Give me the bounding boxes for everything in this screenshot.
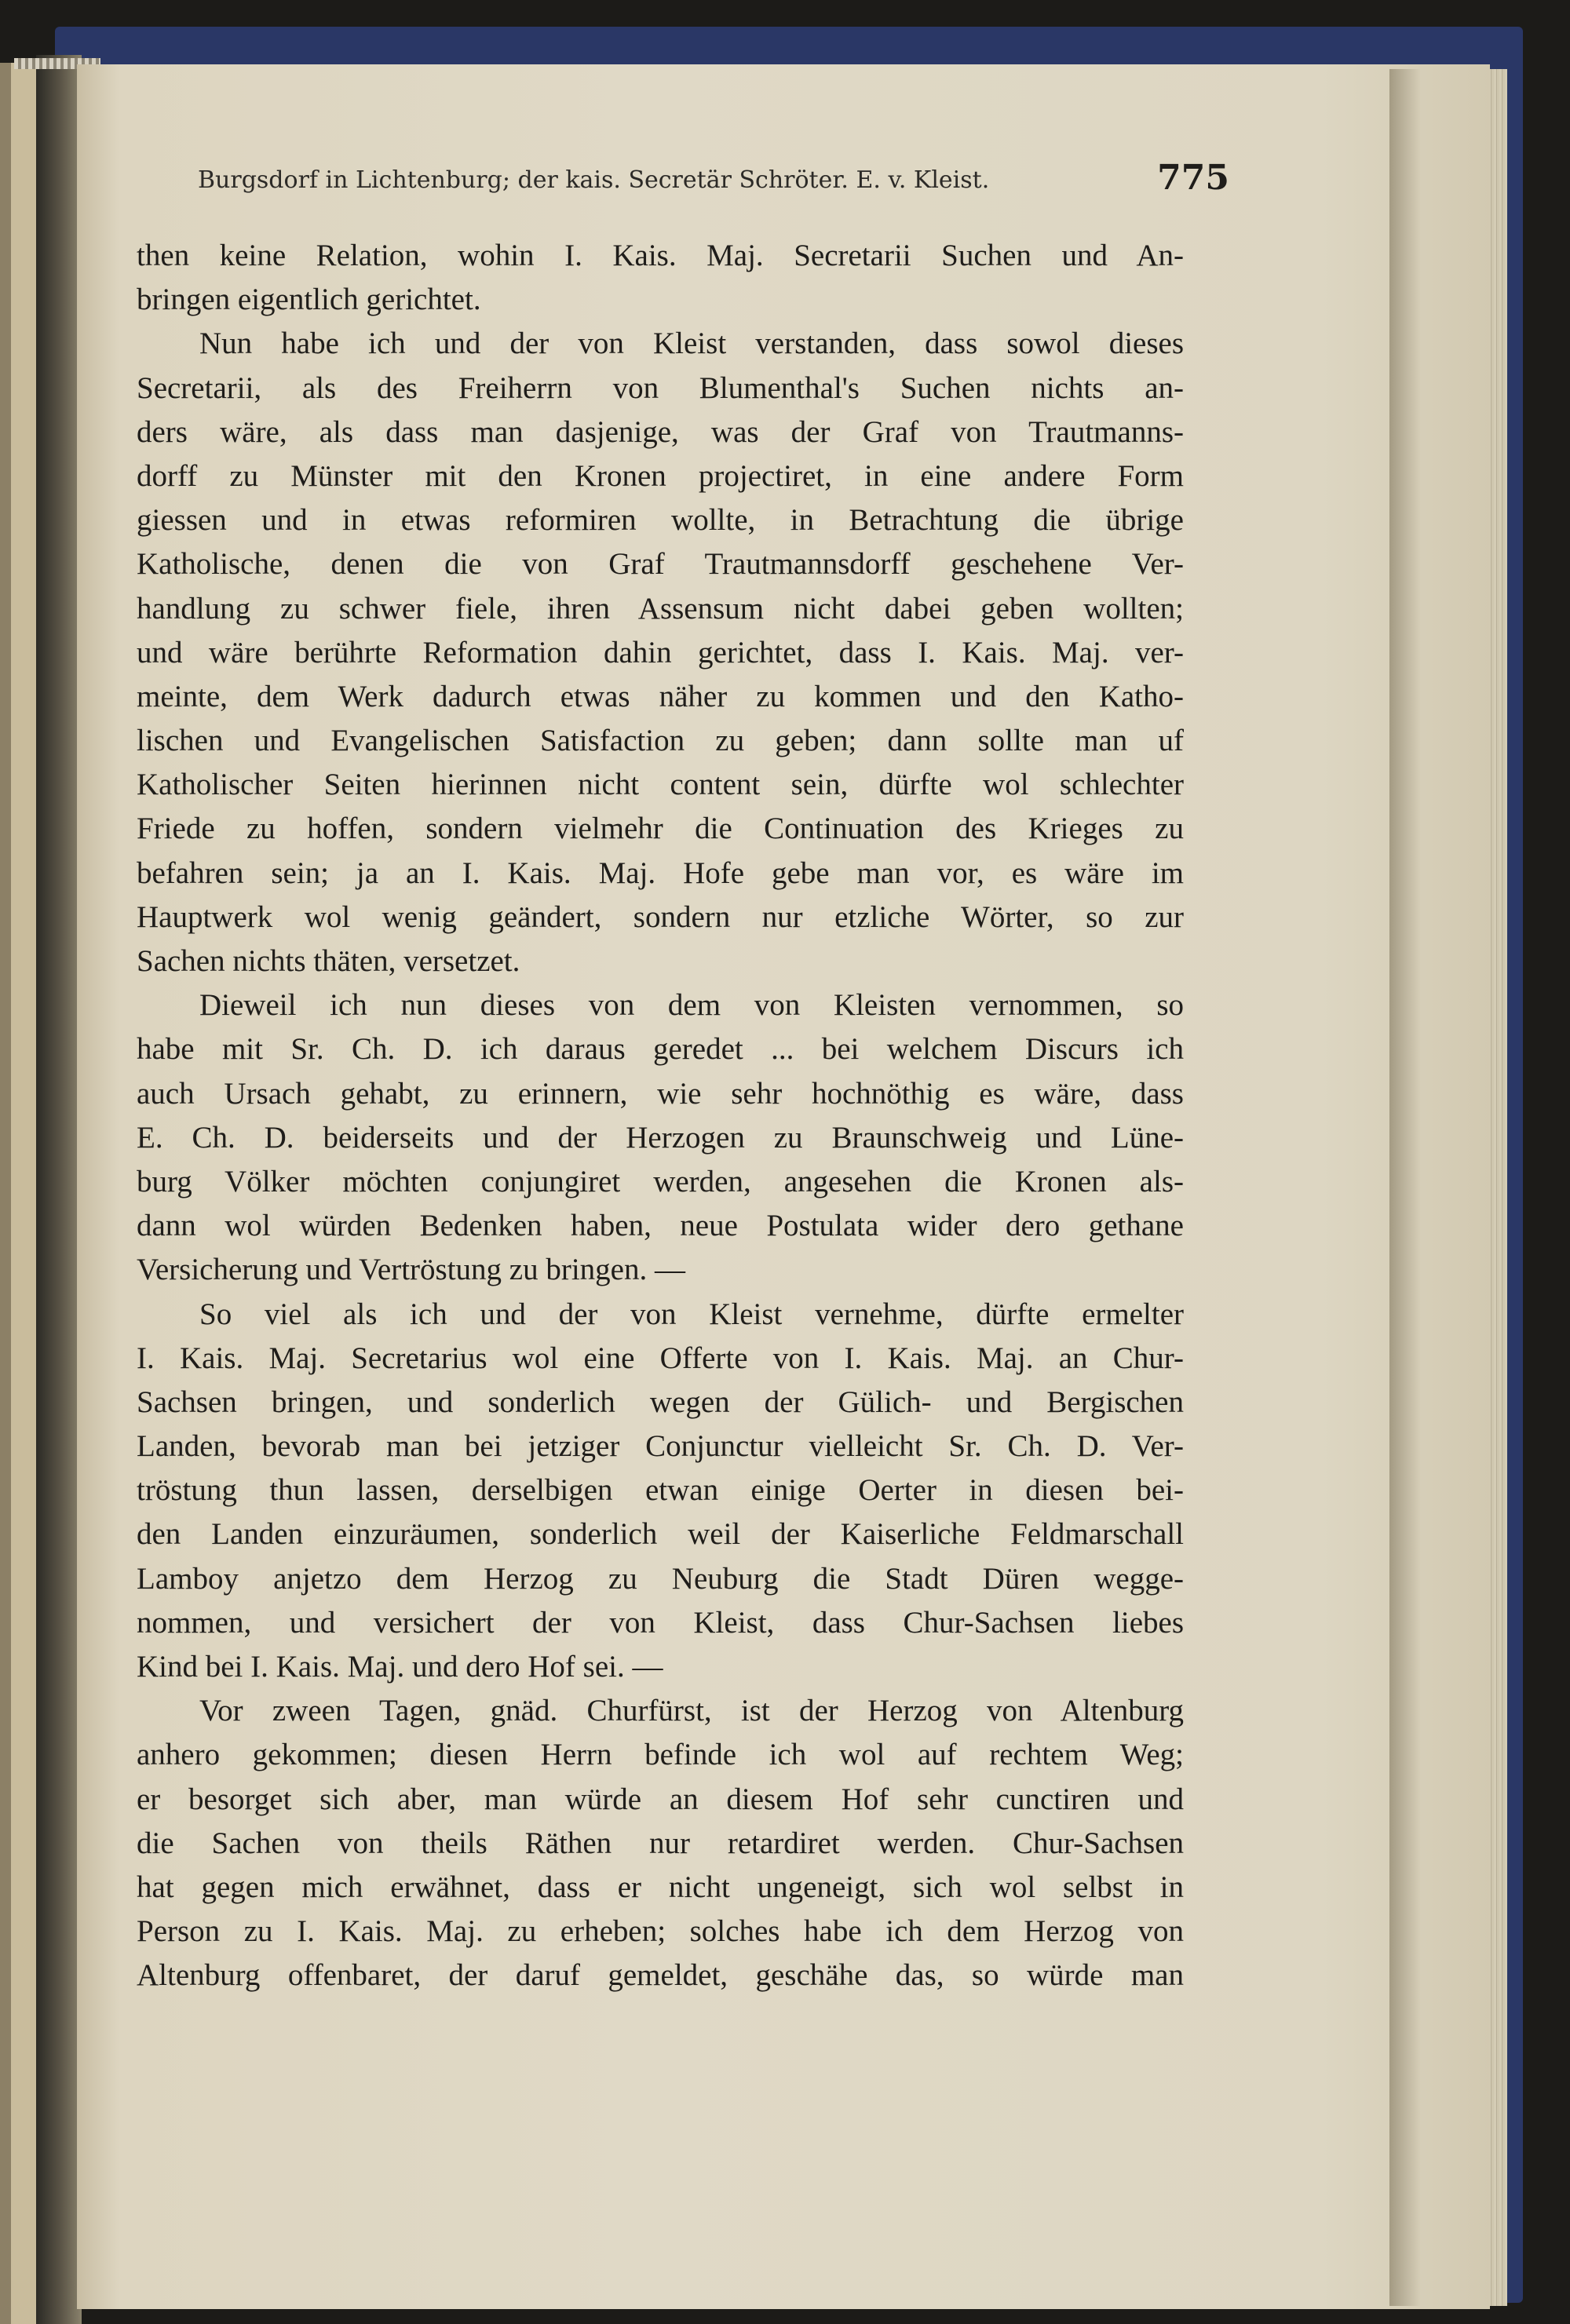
text-line: anhero gekommen; diesen Herrn befinde ich wol auf rechtem Weg; bbox=[137, 1738, 1184, 1772]
text-line: lischen und Evangelischen Satisfaction zu geben; dann sollte man uf bbox=[137, 724, 1184, 758]
text-line: I. Kais. Maj. Secretarius wol eine Offerte von I. Kais. Maj. an Chur- bbox=[137, 1341, 1184, 1375]
text-line: Katholische, denen die von Graf Trautmannsdorff geschehene Ver- bbox=[137, 547, 1184, 582]
text-line: Lamboy anjetzo dem Herzog zu Neuburg die Stadt Düren wegge- bbox=[137, 1561, 1184, 1596]
text-line: Sachen nichts thäten, versetzet. bbox=[137, 944, 520, 978]
text-line: dorff zu Münster mit den Kronen projectiret, in eine andere Form bbox=[137, 458, 1184, 493]
paragraph bbox=[137, 234, 1184, 322]
text-line: Altenburg offenbaret, der daruf gemeldet, geschähe das, so würde man bbox=[137, 1958, 1184, 1993]
text-line: auch Ursach gehabt, zu erinnern, wie sehr hochnöthig es wäre, dass bbox=[137, 1076, 1184, 1111]
page-number: 775 bbox=[1157, 158, 1229, 198]
text-line: Sachsen bringen, und sonderlich wegen der Gülich- und Bergischen bbox=[137, 1385, 1184, 1419]
text-line: er besorget sich aber, man würde an diesem Hof sehr cunctiren und bbox=[137, 1782, 1184, 1816]
text-line: Kind bei I. Kais. Maj. und dero Hof sei. — bbox=[137, 1650, 663, 1684]
text-line: meinte, dem Werk dadurch etwas näher zu kommen und den Katho- bbox=[137, 679, 1184, 713]
text-line: Vor zween Tagen, gnäd. Churfürst, ist der Herzog von Altenburg bbox=[199, 1694, 1184, 1728]
text-line: Friede zu hoffen, sondern vielmehr die Continuation des Krieges zu bbox=[137, 812, 1184, 846]
text-line: then keine Relation, wohin I. Kais. Maj. Secretarii Suchen und An- bbox=[137, 239, 1184, 272]
text-line: giessen und in etwas reformiren wollte, in Betrachtung die übrige bbox=[137, 503, 1184, 538]
text-line: die Sachen von theils Räthen nur retardiret werden. Chur-Sachsen bbox=[137, 1826, 1184, 1860]
text-line: Nun habe ich und der von Kleist verstanden, dass sowol dieses bbox=[199, 327, 1184, 361]
text-line: habe mit Sr. Ch. D. ich daraus geredet ... bei welchem Discurs ich bbox=[137, 1032, 1184, 1067]
text-line: Katholischer Seiten hierinnen nicht content sein, dürfte wol schlechter bbox=[137, 768, 1184, 802]
text-line: und wäre berührte Reformation dahin gerichtet, dass I. Kais. Maj. ver- bbox=[137, 635, 1184, 669]
text-line: Hauptwerk wol wenig geändert, sondern nur etzliche Wörter, so zur bbox=[137, 899, 1184, 934]
body-text bbox=[137, 234, 1184, 1998]
text-line: dann wol würden Bedenken haben, neue Postulata wider dero gethane bbox=[137, 1209, 1184, 1243]
text-line: bringen eigentlich gerichtet. bbox=[137, 283, 481, 317]
text-line: E. Ch. D. beiderseits und der Herzogen zu Braunschweig und Lüne- bbox=[137, 1120, 1184, 1155]
text-line: Secretarii, als des Freiherrn von Blumenthal's Suchen nichts an- bbox=[137, 370, 1184, 405]
text-line: Versicherung und Vertröstung zu bringen. — bbox=[137, 1253, 685, 1287]
text-line: Person zu I. Kais. Maj. zu erheben; solches habe ich dem Herzog von bbox=[137, 1914, 1184, 1949]
text-line: handlung zu schwer fiele, ihren Assensum nicht dabei geben wollten; bbox=[137, 591, 1184, 626]
text-line: den Landen einzuräumen, sonderlich weil der Kaiserliche Feldmarschall bbox=[137, 1517, 1184, 1552]
left-page-shadow bbox=[0, 63, 11, 2324]
text-line: befahren sein; ja an I. Kais. Maj. Hofe gebe man vor, es wäre im bbox=[137, 856, 1184, 890]
paragraph bbox=[137, 1689, 1184, 1997]
text-line: tröstung thun lassen, derselbigen etwan einige Oerter in diesen bei- bbox=[137, 1473, 1184, 1508]
text-line: Dieweil ich nun dieses von dem von Kleisten vernommen, so bbox=[199, 988, 1184, 1023]
text-line: Landen, bevorab man bei jetziger Conjunctur vielleicht Sr. Ch. D. Ver- bbox=[137, 1429, 1184, 1464]
text-line: ders wäre, als dass man dasjenige, was der Graf von Trautmanns- bbox=[137, 414, 1184, 449]
page-edge-shadow bbox=[1389, 69, 1421, 2306]
text-line: nommen, und versichert der von Kleist, dass Chur-Sachsen liebes bbox=[137, 1605, 1184, 1640]
text-line: So viel als ich und der von Kleist vernehme, dürfte ermelter bbox=[199, 1297, 1184, 1331]
paragraph bbox=[137, 983, 1184, 1292]
text-line: burg Völker möchten conjungiret werden, angesehen die Kronen als- bbox=[137, 1164, 1184, 1198]
paragraph bbox=[137, 322, 1184, 983]
book-gutter bbox=[36, 55, 82, 2324]
paragraph bbox=[137, 1293, 1184, 1690]
running-head: Burgsdorf in Lichtenburg; der kais. Secretär Schröter. E. v. Kleist. bbox=[198, 166, 990, 194]
text-line: hat gegen mich erwähnet, dass er nicht ungeneigt, sich wol selbst in bbox=[137, 1870, 1184, 1904]
